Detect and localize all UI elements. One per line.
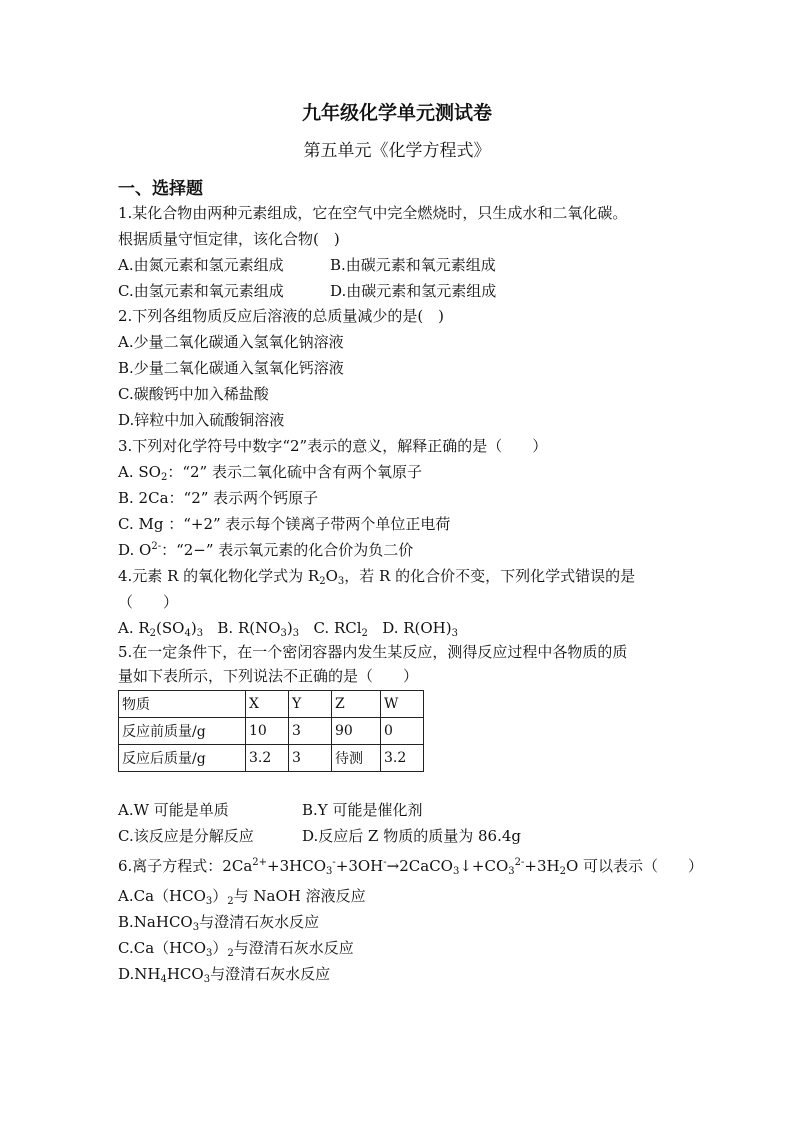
q3-option-b: B. 2Ca：“2” 表示两个钙原子 (118, 489, 319, 507)
q1-stem-line1: 1.某化合物由两种元素组成，它在空气中完全燃烧时，只生成水和二氧化碳。 (118, 204, 628, 222)
table-header-cell: Z (332, 691, 381, 718)
table-cell: 反应后质量/g (119, 745, 246, 772)
q5-option-c: C.该反应是分解反应 (118, 827, 254, 845)
q6-option-c: $C.Ca(HCO_3)_2$与澄清石灰水反应 (118, 939, 354, 959)
q4-options (118, 618, 458, 638)
table-header-cell: Y (289, 691, 332, 718)
q4-stem-line2: （ ） (118, 593, 179, 611)
q5-option-d: D.反应后 Z 物质的质量为 86.4g (302, 827, 521, 845)
q6-option-b: B.NaHCO$_3$与澄清石灰水反应 (118, 913, 320, 933)
q4-option-a: A. $R_2(SO_4)_3$ (118, 619, 204, 639)
page-title: 九年级化学单元测试卷 (301, 102, 492, 124)
table-cell: 3.2 (381, 745, 424, 772)
q3-option-d: D. $O^{2-}$：“2−” 表示氧元素的化合价为负二价 (118, 541, 414, 559)
q6-option-a: $A.Ca(HCO_3)_2$与 NaOH 溶液反应 (118, 887, 366, 907)
table-cell: 90 (332, 718, 381, 745)
table-cell: 待测 (332, 745, 381, 772)
q6-option-d: $D.NH_4HCO_3$与澄清石灰水反应 (118, 965, 331, 985)
q5-option-a: A.W 可能是单质 (118, 801, 229, 819)
table-cell: 10 (246, 718, 289, 745)
q5-stem-line1: 5.在一定条件下，在一个密闭容器内发生某反应，测得反应过程中各物质的质 (118, 643, 628, 661)
table-cell: 3 (289, 745, 332, 772)
unit-subtitle: 第五单元《化学方程式》 (303, 141, 491, 161)
q5-stem-line2: 量如下表所示，下列说法不正确的是（ ） (118, 667, 419, 685)
table-cell: 3.2 (246, 745, 289, 772)
q4-option-b: B. $R(NO_3)_3$ (217, 619, 300, 639)
q3-stem: 3.下列对化学符号中数字“2”表示的意义，解释正确的是（ ） (118, 437, 548, 455)
table-row (119, 745, 424, 772)
q1-stem-line2: 根据质量守恒定律，该化合物( ) (118, 230, 340, 248)
table-cell: 反应前质量/g (119, 718, 246, 745)
q4-option-c: C. RCl$_2$ (313, 619, 368, 639)
q1-option-d: D.由碳元素和氢元素组成 (330, 282, 497, 300)
table-row (119, 718, 424, 745)
q3-option-c: C. Mg ：“+2” 表示每个镁离子带两个单位正电荷 (118, 515, 451, 533)
table-header-row (119, 691, 424, 718)
table-header-cell: W (381, 691, 424, 718)
table-header-cell: X (246, 691, 289, 718)
q3-option-a: A. $SO_2$：“2” 表示二氧化硫中含有两个氧原子 (118, 463, 422, 483)
q2-option-a: A.少量二氧化碳通入氢氧化钠溶液 (118, 333, 344, 351)
q5-option-b: B.Y 可能是催化剂 (302, 801, 423, 819)
q4-stem-line1: 4.元素 R 的氧化物化学式为 $R_2O_3$，若 R 的化合价不变，下列化学式错误的是 (118, 567, 636, 587)
q1-option-c: C.由氢元素和氧元素组成 (118, 282, 284, 300)
table-cell: 3 (289, 718, 332, 745)
section-heading: 一、选择题 (118, 179, 203, 199)
q2-option-c: C.碳酸钙中加入稀盐酸 (118, 385, 269, 403)
mass-table (118, 690, 424, 772)
q4-option-d: D. $R(OH)_3$ (382, 619, 458, 639)
q1-option-a: A.由氮元素和氢元素组成 (118, 256, 284, 274)
table-cell: 0 (381, 718, 424, 745)
q2-stem: 2.下列各组物质反应后溶液的总质量减少的是( ) (118, 307, 445, 325)
q1-option-b: B.由碳元素和氧元素组成 (330, 256, 496, 274)
q6-stem: 6.离子方程式：$2Ca^{2+}+3HCO_3^-+3OH^-\to 2CaCO_3↓+CO_3^{2-}+3H_2O$ 可以表示（ ） (118, 857, 704, 877)
q2-option-d: D.锌粒中加入硫酸铜溶液 (118, 411, 285, 429)
table-header-cell: 物质 (119, 691, 246, 718)
q2-option-b: B.少量二氧化碳通入氢氧化钙溶液 (118, 359, 344, 377)
